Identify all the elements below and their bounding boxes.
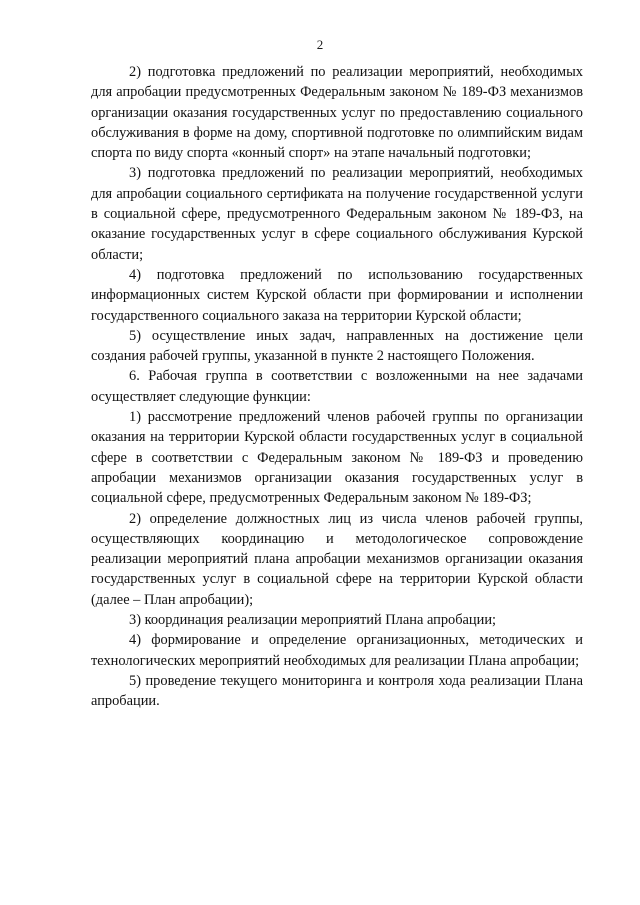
paragraph-function-2-officials: 2) определение должностных лиц из числа членов рабочей группы, осуществляющих координацию и методологическое сопровождение реализации мероприятий плана апробации механизмов организации оказания государственных услуг в социальной сфере на территории Курской области (далее – План апробации); (91, 510, 583, 608)
paragraph-function-3-coordination: 3) координация реализации мероприятий Плана апробации; (129, 612, 497, 629)
page-number: 2 (316, 37, 324, 52)
paragraph-function-5-monitoring: 5) проведение текущего мониторинга и контроля хода реализации Плана апробации. (91, 672, 583, 710)
paragraph-function-1-review-proposals: 1) рассмотрение предложений членов рабочей группы по организации оказания на территории Курской области государственных услуг в социальной сфере в соответствии с Федеральным законом № 189-ФЗ и проведению апробации механизмов организации оказания государственных услуг в социальной сфере, предусмотренных Федеральным законом № 189-ФЗ; (91, 409, 583, 507)
paragraph-item-4-information-systems: 4) подготовка предложений по использованию государственных информационных систем Курской области при формировании и исполнении государственного социального заказа на территории Курской области; (91, 266, 583, 324)
paragraph-item-5-other-tasks: 5) осуществление иных задач, направленных на достижение цели создания рабочей группы, указанной в пункте 2 настоящего Положения. (91, 327, 583, 365)
paragraph-item-2-proposals-home-services: 2) подготовка предложений по реализации мероприятий, необходимых для апробации предусмотренных Федеральным законом № 189-ФЗ механизмов организации оказания государственных услуг по предоставлению социального обслуживания в форме на дому, спортивной подготовке по олимпийским видам спорта по виду спорта «конный спорт» на этапе начальный подготовки; (91, 64, 583, 162)
paragraph-section-6-functions: 6. Рабочая группа в соответствии с возложенными на нее задачами осуществляет следующие функции: (91, 368, 583, 405)
paragraph-item-3-social-certificate: 3) подготовка предложений по реализации мероприятий, необходимых для апробации социального сертификата на получение государственной услуги в социальной сфере, предусмотренного Федеральным законом № 189-ФЗ, на оказание государственных услуг в сфере социального обслуживания Курской области; (91, 165, 583, 263)
document-body (91, 62, 583, 712)
paragraph-function-4-measures: 4) формирование и определение организационных, методических и технологических мероприятий необходимых для реализации Плана апробации; (91, 632, 583, 669)
